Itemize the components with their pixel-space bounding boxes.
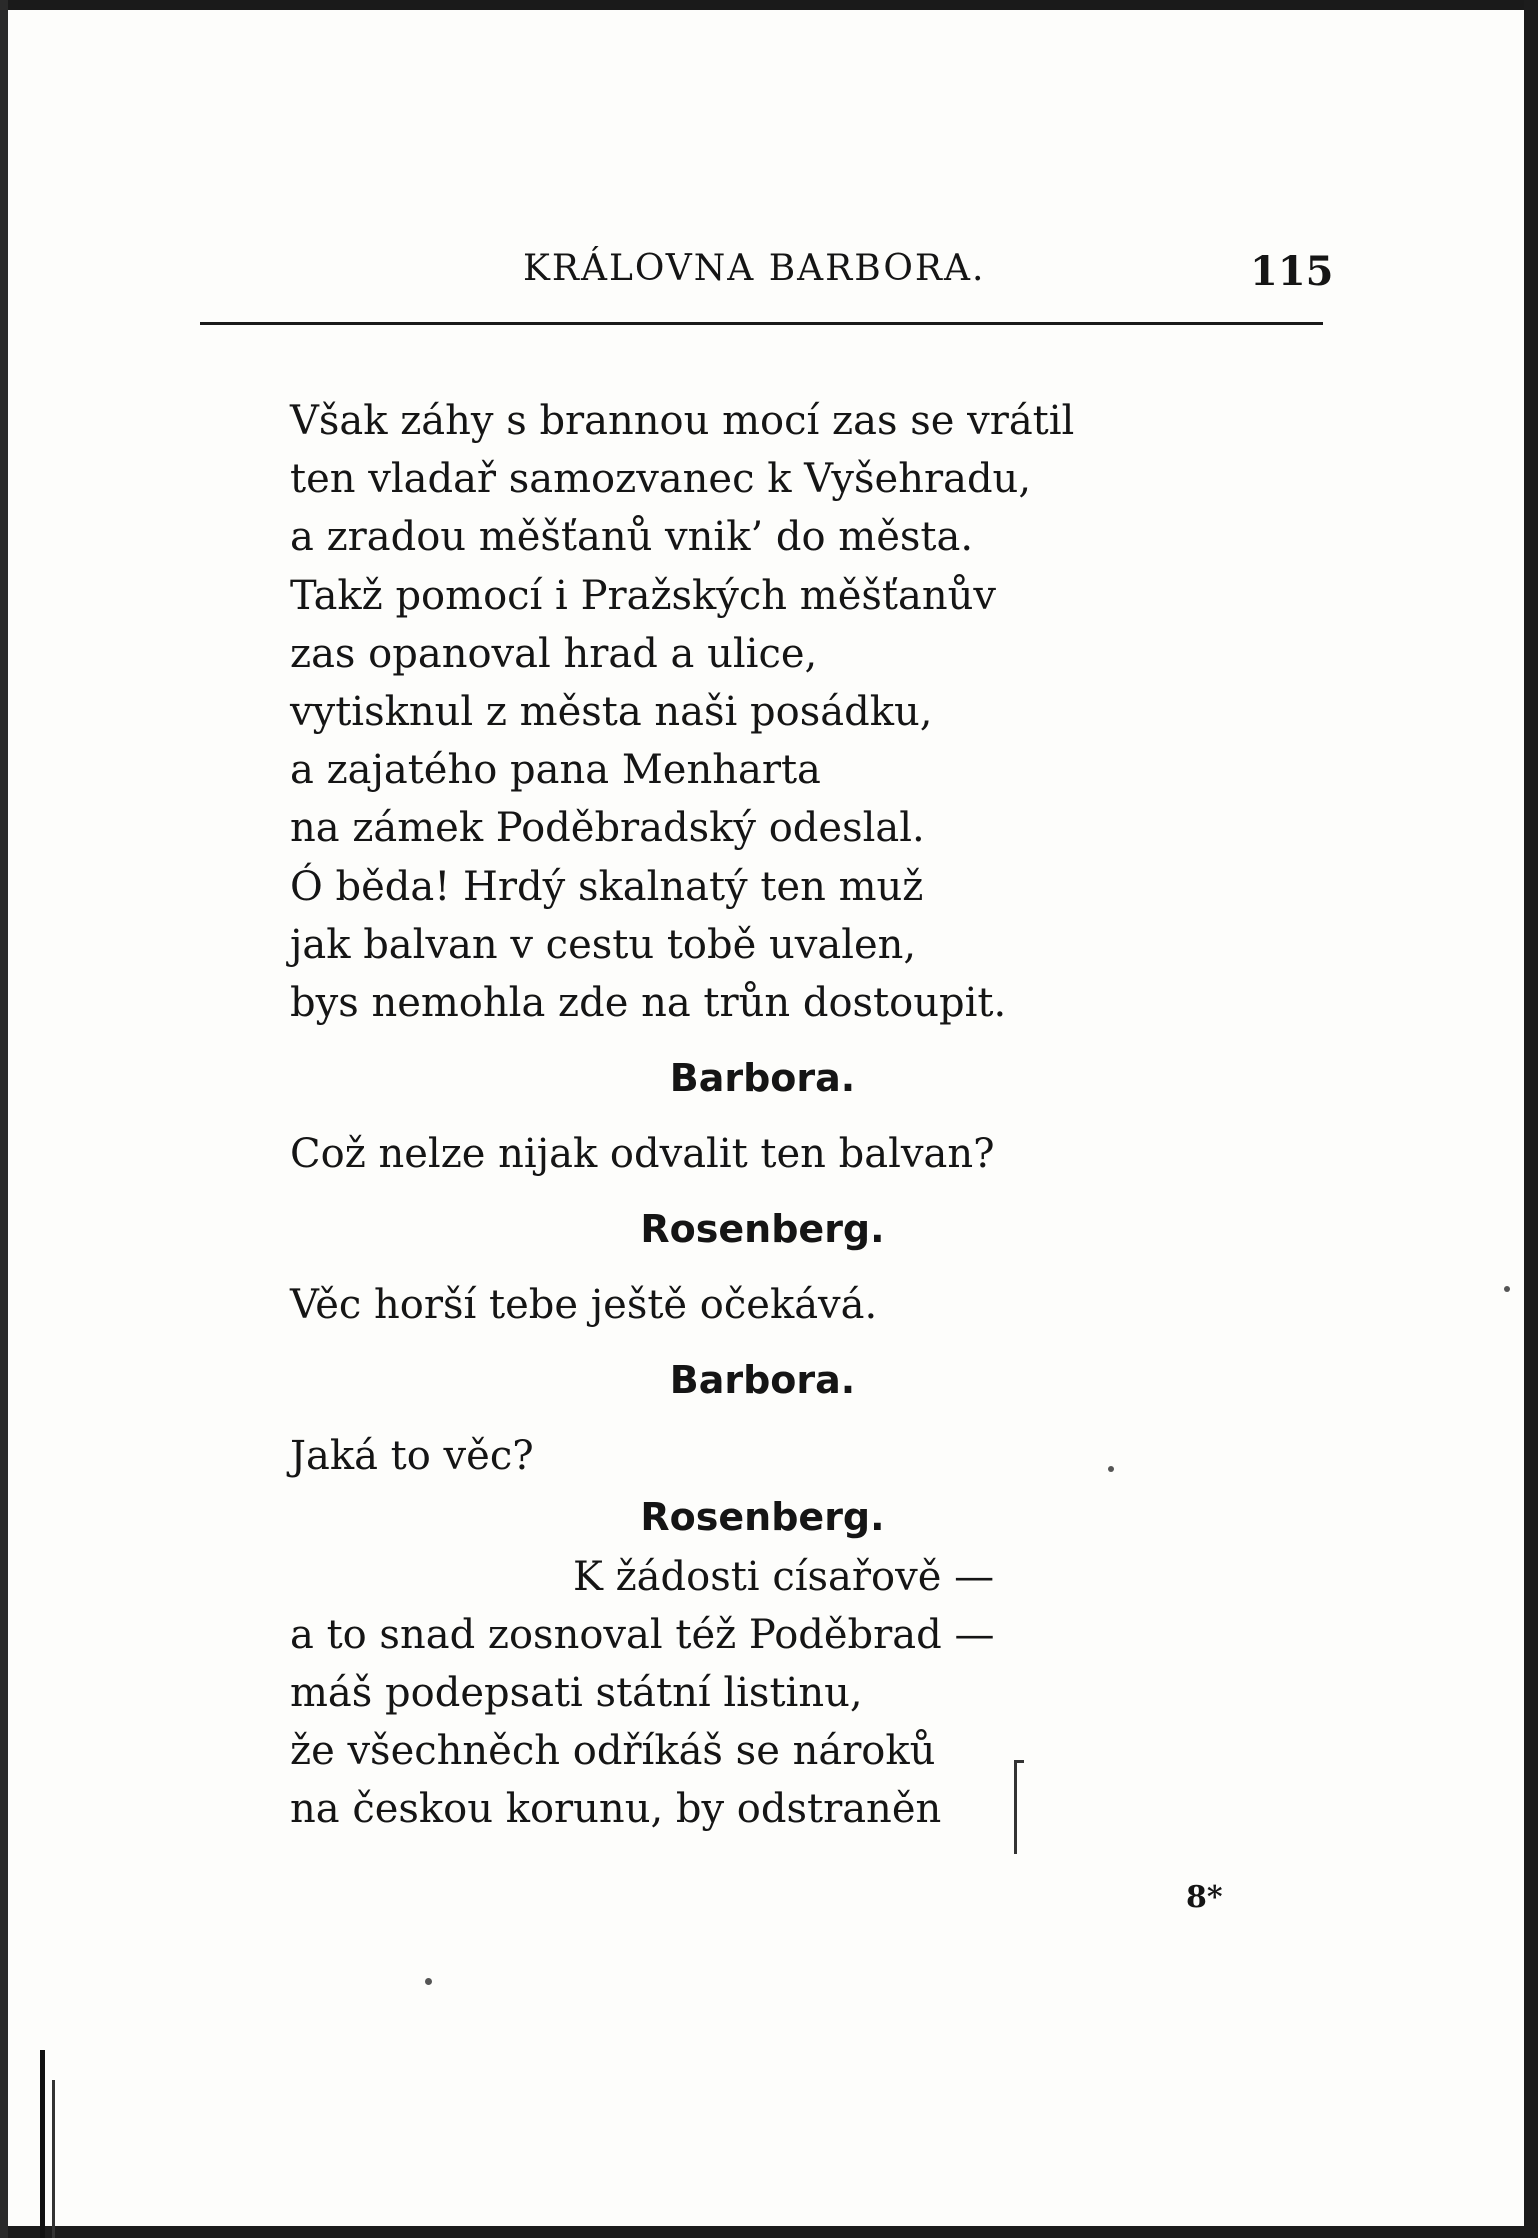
verse-line: Jaká to věc? <box>290 1433 534 1480</box>
page-number: 115 <box>1250 248 1334 295</box>
verse-line: jak balvan v cestu tobě uvalen, <box>290 921 917 968</box>
running-title: KRÁLOVNA BARBORA. <box>523 248 986 289</box>
speaker-name: Rosenberg. <box>640 1207 885 1252</box>
speaker-name: Rosenberg. <box>640 1494 885 1539</box>
verse-line: Však záhy s brannou mocí zas se vrátil <box>290 398 1075 444</box>
verse-line: Takž pomocí i Pražských měšťanův <box>290 572 996 619</box>
verse-line: že všechněch odříkáš se nároků <box>290 1728 936 1775</box>
verse-line: zas opanoval hrad a ulice, <box>290 630 818 677</box>
header-rule <box>200 322 1323 325</box>
scan-border-right <box>1524 0 1538 2238</box>
margin-mark <box>1014 1760 1017 1854</box>
verse-line: na českou korunu, by odstraněn <box>290 1786 942 1833</box>
scan-border-top <box>0 0 1538 10</box>
verse-line: a zajatého pana Menharta <box>290 747 821 794</box>
play-text <box>290 392 1290 1839</box>
verse-line: a zradou měšťanů vnik’ do města. <box>290 514 974 561</box>
verse-line: bys nemohla zde na trůn dostoupit. <box>290 979 1007 1026</box>
verse-line: ten vladař samozvanec k Vyšehradu, <box>290 456 1032 503</box>
scan-border-left <box>0 0 8 2238</box>
speaker-name: Barbora. <box>669 1358 856 1403</box>
binding-shadow <box>40 2050 45 2238</box>
binding-shadow-inner <box>52 2080 55 2238</box>
running-header <box>0 248 1538 298</box>
verse-line: máš podepsati státní listinu, <box>290 1670 863 1716</box>
verse-line: na zámek Poděbradský odeslal. <box>290 805 925 852</box>
verse-line: a to snad zosnoval též Poděbrad — <box>290 1611 995 1658</box>
dust-speck <box>1504 1286 1510 1292</box>
speaker-name: Barbora. <box>669 1056 856 1101</box>
verse-line: Ó běda! Hrdý skalnatý ten muž <box>290 863 924 910</box>
printer-signature: 8* <box>1186 1880 1223 1915</box>
margin-mark-top <box>1014 1760 1024 1763</box>
dust-speck <box>425 1978 432 1985</box>
verse-line: K žádosti císařově — <box>573 1553 995 1600</box>
verse-line: Což nelze nijak odvalit ten balvan? <box>290 1131 995 1178</box>
scan-border-bottom <box>0 2226 1538 2238</box>
verse-line: vytisknul z města naši posádku, <box>290 688 933 735</box>
verse-line: Věc horší tebe ještě očekává. <box>290 1282 878 1329</box>
